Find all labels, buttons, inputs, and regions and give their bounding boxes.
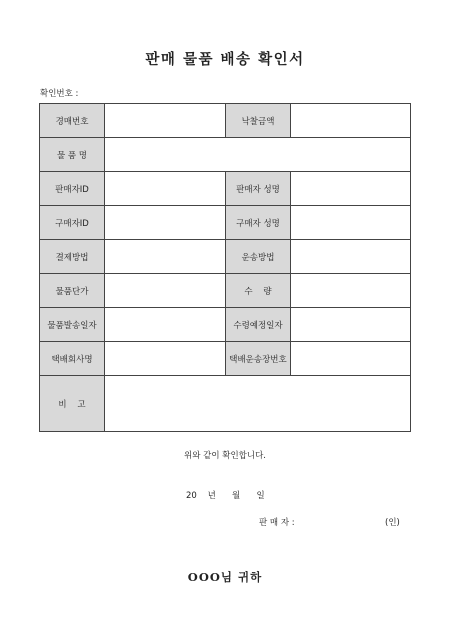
courier-name-label: 택배회사명 bbox=[40, 342, 105, 376]
payment-method-field[interactable] bbox=[105, 240, 226, 274]
shipping-method-field[interactable] bbox=[291, 240, 411, 274]
payment-method-label: 결제방법 bbox=[40, 240, 105, 274]
date-line: 20 년 월 일 bbox=[186, 491, 265, 501]
document-title: 판매 물품 배송 확인서 bbox=[145, 51, 305, 68]
remarks-field[interactable] bbox=[105, 376, 411, 432]
table-row bbox=[40, 240, 411, 274]
tracking-number-field[interactable] bbox=[291, 342, 411, 376]
addressee: OOO님 귀하 bbox=[187, 570, 263, 584]
quantity-field[interactable] bbox=[291, 274, 411, 308]
unit-price-field[interactable] bbox=[105, 274, 226, 308]
quantity-label: 수 량 bbox=[226, 274, 291, 308]
buyer-id-field[interactable] bbox=[105, 206, 226, 240]
seller-id-label: 판매자ID bbox=[40, 172, 105, 206]
ship-date-field[interactable] bbox=[105, 308, 226, 342]
item-name-field[interactable] bbox=[105, 138, 411, 172]
table-row bbox=[40, 206, 411, 240]
auction-number-label: 경매번호 bbox=[40, 104, 105, 138]
seller-name-field[interactable] bbox=[291, 172, 411, 206]
confirmation-statement: 위와 같이 확인합니다. bbox=[183, 451, 266, 461]
buyer-name-label: 구매자 성명 bbox=[226, 206, 291, 240]
table-row bbox=[40, 138, 411, 172]
unit-price-label: 물품단가 bbox=[40, 274, 105, 308]
seller-id-field[interactable] bbox=[105, 172, 226, 206]
winning-bid-label: 낙찰금액 bbox=[226, 104, 291, 138]
table-row bbox=[40, 376, 411, 432]
shipping-form-table bbox=[39, 103, 411, 432]
shipping-method-label: 운송방법 bbox=[226, 240, 291, 274]
expected-receipt-date-label: 수령예정일자 bbox=[226, 308, 291, 342]
buyer-id-label: 구매자ID bbox=[40, 206, 105, 240]
ship-date-label: 물품발송일자 bbox=[40, 308, 105, 342]
table-row bbox=[40, 172, 411, 206]
winning-bid-field[interactable] bbox=[291, 104, 411, 138]
auction-number-field[interactable] bbox=[105, 104, 226, 138]
tracking-number-label: 택배운송장번호 bbox=[226, 342, 291, 376]
expected-receipt-date-field[interactable] bbox=[291, 308, 411, 342]
table-row bbox=[40, 274, 411, 308]
table-row bbox=[40, 308, 411, 342]
item-name-label: 물 품 명 bbox=[40, 138, 105, 172]
seller-name-label: 판매자 성명 bbox=[226, 172, 291, 206]
seal-mark: (인) bbox=[385, 518, 400, 528]
courier-name-field[interactable] bbox=[105, 342, 226, 376]
buyer-name-field[interactable] bbox=[291, 206, 411, 240]
table-row bbox=[40, 104, 411, 138]
seller-signature-line: 판 매 자 : bbox=[259, 518, 295, 528]
confirm-number-label: 확인번호 : bbox=[40, 89, 79, 99]
remarks-label: 비 고 bbox=[40, 376, 105, 432]
table-row bbox=[40, 342, 411, 376]
